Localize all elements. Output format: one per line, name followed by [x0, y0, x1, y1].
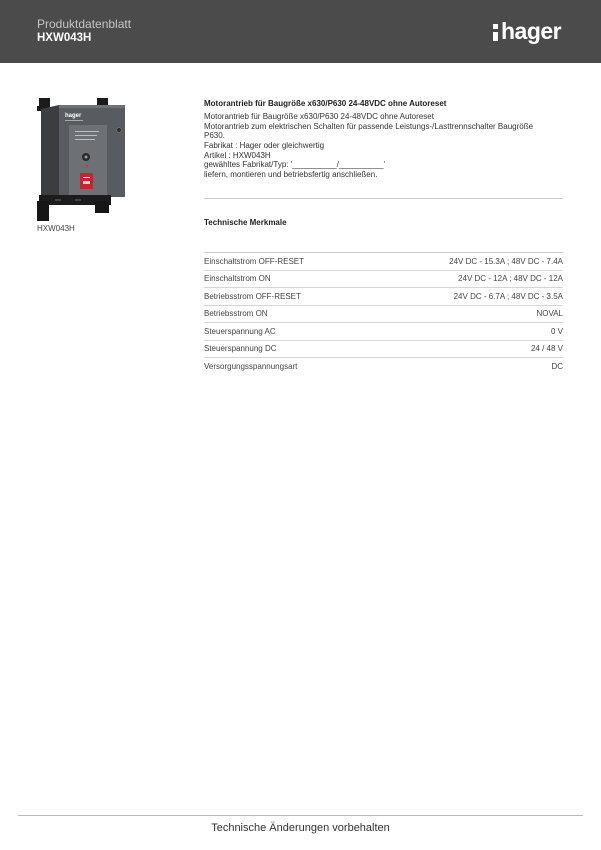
- description-line: P630.: [204, 131, 225, 141]
- description-line: Motorantrieb zum elektrischen Schalten für passende Leistungs-/Lasttrennschalter Baugröße: [204, 121, 534, 131]
- spec-value: 24V DC - 12A ; 48V DC - 12A: [458, 274, 563, 284]
- logo-mark-bar: [493, 32, 498, 41]
- product-description: [204, 112, 533, 180]
- device-label-line: [65, 120, 83, 121]
- table-row: [204, 288, 563, 306]
- product-image-caption: HXW043H: [37, 224, 75, 233]
- table-row: [204, 306, 563, 324]
- spec-label: Betriebsstrom OFF-RESET: [204, 291, 301, 301]
- housing-screw: [117, 128, 122, 133]
- spec-value: 24 / 48 V: [530, 344, 563, 354]
- hager-logo: [492, 18, 564, 44]
- table-row: [204, 358, 563, 375]
- button-marking: [83, 177, 90, 178]
- article-number: HXW043H: [37, 32, 92, 44]
- description-line: gewähltes Fabrikat/Typ: '__________/__________': [204, 160, 385, 170]
- mounting-bracket-top-left-tab: [37, 106, 41, 111]
- description-line: Fabrikat : Hager oder gleichwertig: [204, 141, 325, 151]
- spec-label: Einschaltstrom OFF-RESET: [204, 256, 305, 266]
- logo-wordmark: hager: [501, 18, 562, 44]
- status-indicator-center: [85, 156, 88, 159]
- device-brand-logo: hager: [65, 113, 82, 119]
- product-image: [35, 95, 127, 223]
- spec-value: 24V DC - 6.7A ; 48V DC - 3.5A: [453, 291, 563, 301]
- mounting-bracket-bottom-left: [37, 201, 49, 221]
- button-marking: [83, 181, 90, 184]
- product-title: Motorantrieb für Baugröße x630/P630 24-48VDC ohne Autoreset: [204, 99, 447, 108]
- spec-label: Einschaltstrom ON: [204, 274, 271, 284]
- red-indicator-dot: [86, 165, 88, 167]
- spec-value: 0 V: [550, 326, 563, 336]
- housing-top-edge: [59, 105, 125, 108]
- housing-side: [41, 105, 59, 199]
- spec-label: Versorgungsspannungsart: [204, 361, 298, 371]
- base-slot: [55, 199, 61, 201]
- footer-note: Technische Änderungen vorbehalten: [211, 822, 390, 834]
- description-line: Artikel : HXW043H: [204, 150, 271, 160]
- footer-divider: [18, 815, 583, 816]
- description-line: liefern, montieren und betriebsfertig anschließen.: [204, 170, 378, 180]
- spec-label: Steuerspannung AC: [204, 326, 276, 336]
- table-row: [204, 323, 563, 341]
- spec-value: DC: [551, 361, 563, 371]
- section-divider: [204, 198, 563, 199]
- table-row: [204, 253, 563, 271]
- table-row: [204, 341, 563, 359]
- technical-heading: Technische Merkmale: [204, 218, 287, 227]
- panel-label-line: [75, 139, 95, 140]
- spec-label: Betriebsstrom ON: [204, 309, 268, 319]
- panel-label-line: [75, 131, 99, 132]
- description-line: Motorantrieb für Baugröße x630/P630 24-48VDC ohne Autoreset: [204, 112, 434, 121]
- document-type-label: Produktdatenblatt: [37, 17, 132, 31]
- spec-value: NOVAL: [536, 309, 563, 319]
- mounting-bracket-bottom-right: [95, 201, 109, 213]
- table-row: [204, 271, 563, 289]
- spec-label: Steuerspannung DC: [204, 344, 277, 354]
- spec-table: [204, 252, 563, 375]
- spec-value: 24V DC - 15.3A ; 48V DC - 7.4A: [449, 256, 563, 266]
- page-header: [0, 0, 601, 63]
- logo-mark-square: [493, 24, 498, 29]
- panel-label-line: [75, 135, 97, 136]
- base-slot: [75, 199, 81, 201]
